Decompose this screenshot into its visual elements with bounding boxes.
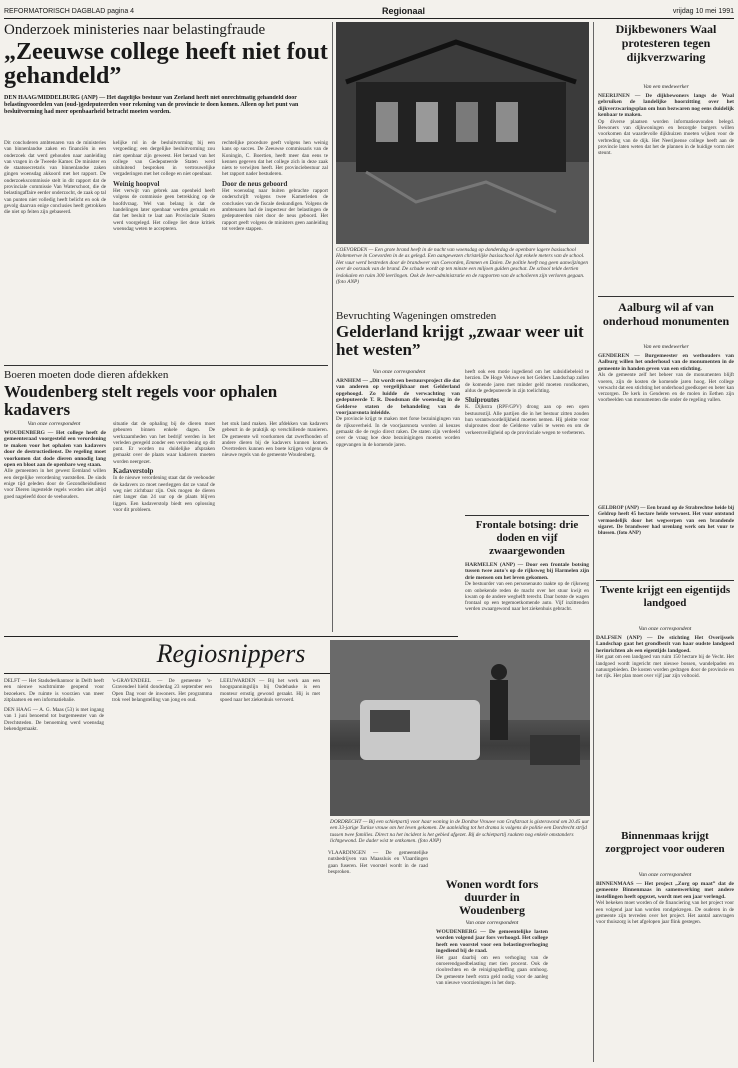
photo-dordrecht [330,640,590,816]
story3-body3: In de nieuwe verordening staat dat de veehouder de kadavers zo moet neerleggen dat ze vanaf de weg niet zichtbaar zijn. Ook mogen de dieren niet langer dan 24 uur op de plaats blijven liggen. Een kadaverstolp biedt een oplossing voor dit probleem. [113,475,215,513]
story3-body2: situatie dat de ophaling bij de dieren moet gebeuren binnen enkele dagen. De werkzaamheden van het bedrijf werden in het verleden geregeld zonder een verordening op dit punt. Er worden nu duidelijke afspraken gemaakt over de plaats waar kadavers moeten worden neergezet. [113,421,215,465]
sidebar4-correspondent: Van onze correspondent [638,626,692,632]
story3-rule [4,365,328,366]
sidebar3-correspondent: Van een medewerker [643,344,689,350]
story4-headline: Wonen wordt fors duurder in Woudenberg [445,878,539,917]
story3-lead: WOUDENBERG — Het college heeft de gemeenteraad voorgesteld een verordening te maken voor het ophalen van kadavers door de destructiedienst. De regeling moet voorkomen dat dode dieren onnodig lang open en bloot aan de openbare weg staan. [4,430,106,469]
story1-body3: Het verwijt van gebrek aan openheid heeft volgens de commissie geen betrekking op de hoofdvraag. Wel van belang is dat de handelingen later openbaar werden gemaakt en dat het besluit te laat aan Provinciale Staten werd voorgelegd. Het college liet deze kritiek woensdag weten te accepteren. [113,188,215,232]
regio-title: Regiosnippers [156,639,306,668]
sidebar4-body: Het gaat om een landgoed van ruim 150 hectare bij de Vecht. Het landgoed wordt ingericht met nieuwe bossen, wandelpaden en natuurgebieden. De kosten worden gedragen door de provincie en het rijk. Het plan moet over vijf jaar zijn voltooid. [596,654,734,680]
sidebar2-lead: HARMELEN (ANP) — Door een frontale botsing tussen twee auto's op de rijksweg bij Harmelen zijn drie mensen om het leven gekomen. [465,562,589,581]
sidebar2-headline: Frontale botsing: drie doden en vijf zwaargewonden [475,519,579,557]
story5-body: Wel bekeken moet worden of de financiering van het project voor een volgend jaar kan worden rondgekregen. De ouderen in de gemeente zijn tevreden over het project. Het aantal aanvragen voor thuiszorg is het afgelopen jaar flink gestegen. [596,900,734,926]
photo-school-fire [336,22,589,244]
story5-correspondent: Van onze correspondent [638,872,692,878]
photo2-caption: GELDROP (ANP) — Een brand op de Strabrechtse heide bij Geldrop heeft 45 hectare heide verwoest. Het vuur ontstond vermoedelijk door het wegwerpen van een brandende sigaret. De brandweer had urenlang werk om het vuur te blussen. (foto ANP) [598,505,734,537]
story4-body: Het gaat daarbij om een verhoging van de onroerendgoedbelasting met tien procent. Ook de rioolrechten en de reinigingsheffing gaan omhoog. De gemeente heeft extra geld nodig voor de aanleg van nieuwe voorzieningen in het dorp. [436,954,548,986]
story1-sub1: Weinig hoopvol [113,179,160,188]
story2-col1 [336,378,460,510]
sidebar4-col [596,635,734,825]
story3-correspondent: Van onze correspondent [27,421,81,427]
sidebar4-headline: Twente krijgt een eigentijds landgoed [599,584,731,609]
story5-col [596,881,734,1057]
story2-lead: ARNHEM — „Dit wordt een bestuursproject die dat van anderen op vergelijkbaar met Gelderland opgehoogd. Zo luidde de verwachting van gedeputeerde T. R. Doodsman die woensdag in de Gelderse staten de behandeling van de voorjaarsnota inleidde. [336,378,460,417]
fire-ruins-illustration [336,22,589,244]
regio-col4: VLAARDINGEN — De gemeentelijke nutsbedrijven van Maassluis en Vlaardingen gaan fuseren. Het voorstel wordt in de raad besproken. [328,850,428,875]
sidebar1-body: Op diverse plaatsen worden informatieavonden belegd. Bewoners van dijkwoningen en bezorgde burgers willen voorkomen dat waardevolle dijkhuizen moeten wijken voor de verbreding van de dijk. Het Neerijnense college heeft aan de provincie laten weten dat het de plannen in de huidige vorm niet steunt. [598,118,734,157]
story1-lead: DEN HAAG/MIDDELBURG (ANP) — Het dagelijks bestuur van Zeeland heeft niet onrechtmatig gehandeld door belastingvoordelen van (oud-)gedeputeerden voor rekening van de provincie te doen komen. Alleen op het punt van besluitvorming had meer openbaarheid betracht moeten worden. [4,95,299,115]
story4-col [436,929,548,1059]
story2-body1: De provincie krijgt te maken met forse bezuinigingen van de rijksoverheid. In de voorjaarsnota worden al keuzes gemaakt die de regio direct raken. De staten zijn verdeeld over de vraag hoe deze bezuinigingen moeten worden opgevangen in de komende jaren. [336,416,460,448]
sidebar3-lead: GENDEREN — Burgemeester en wethouders van Aalburg willen het onderhoud van de monumenten in de gemeente in handen geven van een stichting. [598,353,734,372]
sidebar1-body-col [598,93,734,293]
sidebar3-headline: Aalburg wil af van onderhoud monumenten [602,300,730,328]
header-paper: REFORMATORISCH DAGBLAD pagina 4 [4,7,135,15]
story2-body2: heeft ook een motie ingediend om het subsidiebeleid te herzien. De Hoge Veluwe en het Gelders Landschap zullen de komende jaren met minder geld moeten rondkomen, aldus de gedeputeerde in zijn toelichting. [465,369,589,394]
story2-kicker: Bevruchting Wageningen omstreden [336,310,497,322]
story3-body1: Alle gemeenten in het gewest Eemland willen een dergelijke verordening vaststellen. De sinds enige tijd geleden door de Gezondheidsdienst voor Dieren ingestelde regels worden niet altijd goed nageleefd door de veehouders. [4,468,106,500]
story2-col2 [465,369,589,510]
column-rule-2 [593,22,594,1062]
story3-col3: het stuk land maken. Het afdekken van kadavers gebeurt in de praktijk op verschillende manieren. De gemeente wil voorkomen dat zwerfhonden of andere dieren bij de kadavers kunnen komen. Overtreders kunnen een boete krijgen volgens de nieuwe regels van de gemeente Woudenberg. [222,421,328,459]
sidebar3-body: Als de gemeente zelf het beheer van de monumenten blijft voeren, zijn de kosten de komende jaren hoog. Het college verwacht dat een stichting het onderhoud goedkoper en beter kan verzorgen. De kerk in Genderen en de molen in Eethen zijn voorbeelden van monumenten die onder de regeling vallen. [598,372,734,404]
sidebar-divider-1 [598,296,734,297]
story3-kicker: Boeren moeten dode dieren afdekken [4,369,169,381]
sidebar4-lead: DALFSEN (ANP) — De stichting Het Overijssels Landschap gaat het grondbezit van haar oudste landgoed herinrichten als een eigentijds landgoed. [596,635,734,654]
story3-headline: Woudenberg stelt regels voor ophalen kadavers [4,383,278,419]
story3-col1 [4,430,106,630]
photo3-caption: DORDRECHT — Bij een schietpartij voor haar woning in de Dordtse Vrouwe van Grafstraat is gisteravond om 20.45 uur een 33-jarige Turkse vrouw om het leven gekomen. De aanleiding tot het drama is volgens de politie een Dordrecht strijd tussen twee families. Direct na het incident is het gebied afgezet. Bij de schietpartij raakten nog enkele omstanders lichtgewond. De dader wist te ontkomen. (foto ANP) [330,819,590,845]
story2-correspondent: Van onze correspondent [372,369,426,375]
story3-col2 [113,421,215,630]
story4-correspondent: Van onze correspondent [465,920,519,926]
story4-lead: WOUDENBERG — De gemeentelijke lasten worden volgend jaar fors verhoogd. Het college heeft een voorstel voor een belastingverhoging ingediend bij de raad. [436,929,548,955]
regio-col2: 's-GRAVENDEEL — De gemeente 's-Gravendeel hield donderdag 23 september een Open Dag voor de inwoners. Het programma trok veel belangstelling van jong en oud. [112,678,212,703]
sidebar-divider-2 [596,580,734,581]
story1-sub2: Door de neus geboord [222,179,288,188]
sidebar2-body-col [465,562,589,652]
header-section: Regionaal [381,6,425,16]
regio-item-1: DELFT — Het Stadsdeelkantoor in Delft heeft een nieuwe wachtruimte geopend voor bezoekers. De ruimte is voorzien van meer zitplaatsen en een informatiebalie. [4,678,104,703]
story1-kicker: Onderzoek ministeries naar belastingfraude [4,22,266,38]
story1-body5: Het woensdag naar buiten gebrachte rapport onderschrijft volgens twee Kamerleden de conclusies van de fiscale deskundigen. Volgens de ambtenaren had de inspecteur der belastingen de gedeputeerden niet door de neus geboord. Het rapport geeft volgens de ministers geen aanleiding tot verdere stappen. [222,188,328,232]
story3-sub1: Kadaverstolp [113,467,154,476]
regio-item-2: DEN HAAG — A. G. Maas (53) is met ingang van 1 juni benoemd tot burgemeester van de Drechtsteden. De benoeming werd woensdag bekendgemaakt. [4,707,104,733]
street-scene-illustration [330,640,590,816]
story1-body2: kelijke rol in de besluitvorming bij een vergoeding; een dergelijke besluitvorming zou niet openbaar zijn geweest. Het beraad van het college van Gedeputeerde Staten werd uitsluitend besproken in vertrouwelijke vergaderingen met het college en niet openbaar. [113,140,215,178]
story2-headline: Gelderland krijgt „zwaar weer uit het westen” [336,323,584,359]
column-rule-1 [332,22,333,632]
photo1-caption: COEVORDEN — Een grote brand heeft in de nacht van woensdag op donderdag de openbare lagere basisschool Holtemerwe in Coevorden in de as gelegd. Een aangewezen christelijke basisschool ligt enkele meters van de school. Het vuur werd bestreden door de brandweer van Coevorden, Emmen en Dalen. De politie heeft nog geen aanwijzingen over de oorzaak van de brand. De schade wordt op ten minste een miljoen gulden geschat. De school telde dertien leslokalen en ruim 300 leerlingen. Ook de leer-administratie en de rapporten van de scholieren zijn verloren gegaan. (foto ANP) [336,247,588,286]
sidebar3-body-col [598,353,734,503]
story1-col3 [222,140,328,360]
story5-lead: BINNENMAAS — Het project „Zorg op maat” dat de gemeente Binnenmaas in samenwerking met andere instellingen heeft opgezet, wordt met een jaar verlengd. [596,881,734,900]
story1-col2 [113,140,215,360]
sidebar1-lead: NEERIJNEN — De dijkbewoners langs de Waal gebruiken de landelijke hoorzitting over het dijkverzwaringsplan om hun bezwaren nog eens duidelijk kenbaar te maken. [598,93,734,119]
regio-col1 [4,678,104,1058]
header-date: vrijdag 10 mei 1991 [672,7,734,15]
sidebar2-body: De bestuurder van een personenauto raakte op de rijksweg om onbekende reden de macht over het stuur kwijt en kwam op de andere weghelft terecht. Daar botste de wagen frontaal op een tegemoetkomende auto. Vijf inzittenden werden zwaargewond naar het ziekenhuis gebracht. [465,581,589,613]
story2-sub1: Sluiproutes [465,396,500,405]
page-header [4,4,734,19]
regio-col3: LEEUWARDEN — Bij het werk aan een hoogspanningslijn bij Oudehaske is een monteur ernstig gewond geraakt. Hij is met spoed naar het ziekenhuis vervoerd. [220,678,320,703]
story1-body4: rechtelijke procedure geeft volgens hen weinig kans op succes. De Zeeuwse commissaris van de Koningin, C. Boertien, heeft meer dan eens te kennen gegeven dat het college zich in deze zaak niets te verwijten heeft. Het provinciebestuur zal het rapport nader bestuderen. [222,140,328,178]
sidebar1-headline: Dijkbewoners Waal protesteren tegen dijkverzwaring [615,22,717,64]
story5-headline: Binnenmaas krijgt zorgproject voor ouderen [605,830,725,855]
story2-body3: K. Dijkstra (RPF/GPV) drong aan op een open bestuursstijl. Alle partijen die in het bestuur zitten zouden hun verantwoordelijkheid moeten nemen. Hij pleitte voor sluiproutes door de Gelderse vallei te weren en om de verkeersveiligheid op de provinciale wegen te verbeteren. [465,404,589,436]
story2-bottom-rule [465,515,589,516]
story1-headline: „Zeeuwse college heeft niet fout gehandeld” [4,40,328,89]
sidebar1-correspondent: Van een medewerker [643,84,689,90]
story1-col1: Dit concluderen ambtenaren van de ministeries van binnenlandse zaken en financiën in een onderzoek dat werd gehouden naar aanleiding van vragen in de Tweede Kamer. De minister en de staatssecretaris van binnenlandse zaken gingen woensdag akkoord met het rapport. De onderzoekscommissie stelt in dit rapport dat de provinciale commissie Van Waterschoot, die de belastingaffaire eerder onderzocht, de zaak op tal van punten niet volledig heeft belicht en ook de gevolg daarvan enige conclusies heeft getrokken die niet op feiten zijn gebaseerd. [4,140,106,216]
